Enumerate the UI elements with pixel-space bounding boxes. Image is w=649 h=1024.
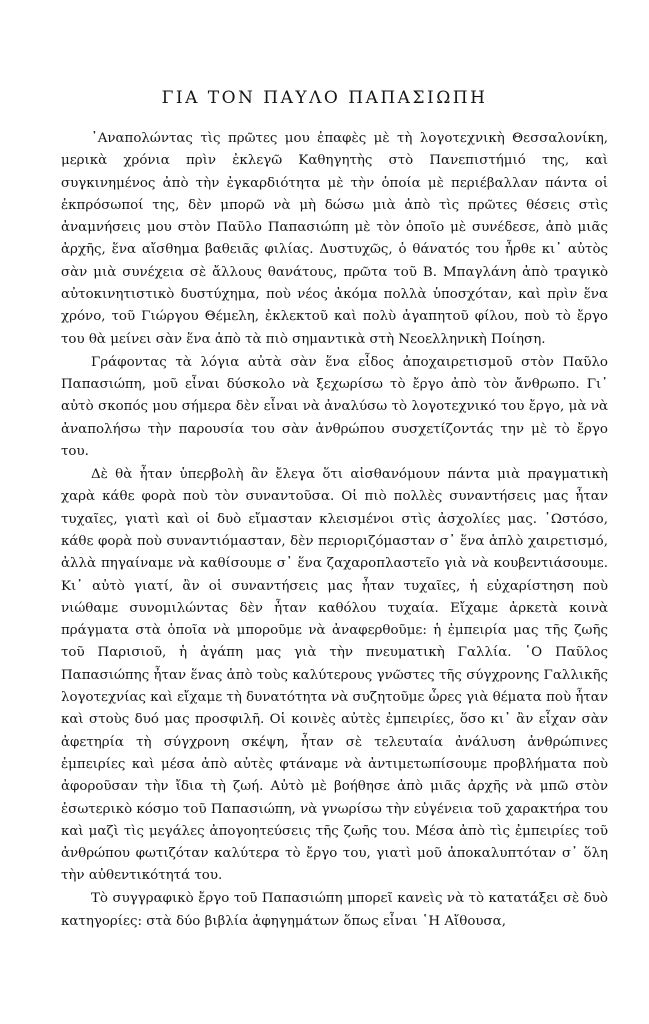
article-body — [61, 128, 608, 933]
paragraph: Γράφοντας τὰ λόγια αὐτὰ σὰν ἕνα εἶδος ἀποχαιρετισμοῦ στὸν Παῦλο Παπασιώπη, μοῦ εἶναι δύσκολο νὰ ξεχωρίσω τὸ ἔργο ἀπὸ τὸν ἄνθρωπο. Γι᾿ αὐτὸ σκοπός μου σήμερα δὲν εἶναι νὰ ἀναλύσω τὸ λογοτεχνικό του ἔργο, μὰ νὰ ἀναπολήσω τὴν παρουσία του σὰν ἀνθρώπου συσχετίζοντάς την μὲ τὸ ἔργο του. — [61, 354, 608, 459]
paragraph: Τὸ συγγραφικὸ ἔργο τοῦ Παπασιώπη μπορεῖ κανεὶς νὰ τὸ κατατάξει σὲ δυὸ κατηγορίες: στὰ δύο βιβλία ἀφηγημάτων ὅπως εἶναι ῾Η Αἴθουσα, — [61, 891, 608, 929]
paragraph: ᾿Αναπολώντας τὶς πρῶτες μου ἐπαφὲς μὲ τὴ λογοτεχνικὴ Θεσσαλονίκη, μερικὰ χρόνια πρὶν ἐκλεγῶ Καθηγητὴς στὸ Πανεπιστήμιό της, καὶ συγκινημένος ἀπὸ τὴν ἐγκαρδιότητα μὲ τὴν ὁποία μὲ περιέβαλλαν πάντα οἱ ἐκπρόσωποί της, δὲν μπορῶ νὰ μὴ δώσω μιὰ ἀπὸ τὶς πρῶτες θέσεις στὶς ἀναμνήσεις μου στὸν Παῦλο Παπασιώπη μὲ τὸν ὁποῖο μὲ συνέδεσε, ἀπὸ μιᾶς ἀρχῆς, ἕνα αἴσθημα βαθειᾶς φιλίας. Δυστυχῶς, ὁ θάνατός του ἦρθε κι᾿ αὐτὸς σὰν μιὰ συνέχεια σὲ ἄλλους θανάτους, πρῶτα τοῦ Β. Μπαγλάνη ἀπὸ τραγικὸ αὐτοκινητιστικὸ δυστύχημα, ποὺ νέος ἀκόμα πολλὰ ὑποσχόταν, καὶ πρὶν ἕνα χρόνο, τοῦ Γιώργου Θέμελη, ἐκλεκτοῦ καὶ πολὺ ἀγαπητοῦ φίλου, ποὺ τὸ ἔργο του θὰ μείνει σὰν ἕνα ἀπὸ τὰ πιὸ σημαντικὰ στὴ Νεοελληνικὴ Ποίηση. — [61, 131, 608, 347]
paragraph: Δὲ θὰ ἦταν ὑπερβολὴ ἂν ἔλεγα ὅτι αἰσθανόμουν πάντα μιὰ πραγματικὴ χαρὰ κάθε φορὰ ποὺ τὸν συναντοῦσα. Οἱ πιὸ πολλὲς συναντήσεις μας ἦταν τυχαῖες, γιατὶ καὶ οἱ δυὸ εἴμασταν κλεισμένοι στὶς ἀσχολίες μας. ῾Ωστόσο, κάθε φορὰ ποὺ συναντιόμασταν, δὲν περιοριζόμασταν σ᾿ ἕνα ἁπλὸ χαιρετισμό, ἀλλὰ πηγαίναμε νὰ καθίσουμε σ᾿ ἕνα ζαχαροπλαστεῖο γιὰ νὰ κουβεντιάσουμε. Κι᾿ αὐτὸ γιατί, ἂν οἱ συναντήσεις μας ἦταν τυχαῖες, ἡ εὐχαρίστηση ποὺ νιώθαμε συνομιλώντας δὲν ἦταν καθόλου τυχαία. Εἴχαμε ἀρκετὰ κοινὰ πράγματα στὰ ὁποῖα νὰ μποροῦμε νὰ ἀναφερθοῦμε: ἡ ἐμπειρία μας τῆς ζωῆς τοῦ Παρισιοῦ, ἡ ἀγάπη μας γιὰ τὴν πνευματικὴ Γαλλία. ῾Ο Παῦλος Παπασιώπης ἦταν ἕνας ἀπὸ τοὺς καλύτερους γνῶστες τῆς σύγχρονης Γαλλικῆς λογοτεχνίας καὶ εἴχαμε τὴ δυνατότητα νὰ συζητοῦμε ὧρες γιὰ θέματα ποὺ ἦταν καὶ στοὺς δυό μας προσφιλῆ. Οἱ κοινὲς αὐτὲς ἐμπειρίες, ὅσο κι᾿ ἂν εἶχαν σὰν ἀφετηρία τὴ σύγχρονη σκέψη, ἦταν σὲ τελευταία ἀνάλυση ἀνθρώπινες ἐμπειρίες καὶ μέσα ἀπὸ αὐτὲς φτάναμε νὰ ἀντιμετωπίσουμε προβλήματα ποὺ ἀφοροῦσαν τὴν ἴδια τὴ ζωή. Αὐτὸ μὲ βοήθησε ἀπὸ μιᾶς ἀρχῆς νὰ μπῶ στὸν ἐσωτερικὸ κόσμο τοῦ Παπασιώπη, νὰ γνωρίσω τὴν εὐγένεια τοῦ χαρακτήρα του καὶ μαζὶ τὶς μεγάλες ἀπογοητεύσεις τῆς ζωῆς του. Μέσα ἀπὸ τὶς ἐμπειρίες τοῦ ἀνθρώπου φωτιζόταν καλύτερα τὸ ἔργο του, γιατὶ μοῦ ἀποκαλυπτόταν σ᾿ ὅλη τὴν αὐθεντικότητά του. — [61, 467, 609, 884]
page-title: ΓΙΑ ΤΟΝ ΠΑΥΛΟ ΠΑΠΑΣΙΩΠΗ — [161, 88, 488, 108]
